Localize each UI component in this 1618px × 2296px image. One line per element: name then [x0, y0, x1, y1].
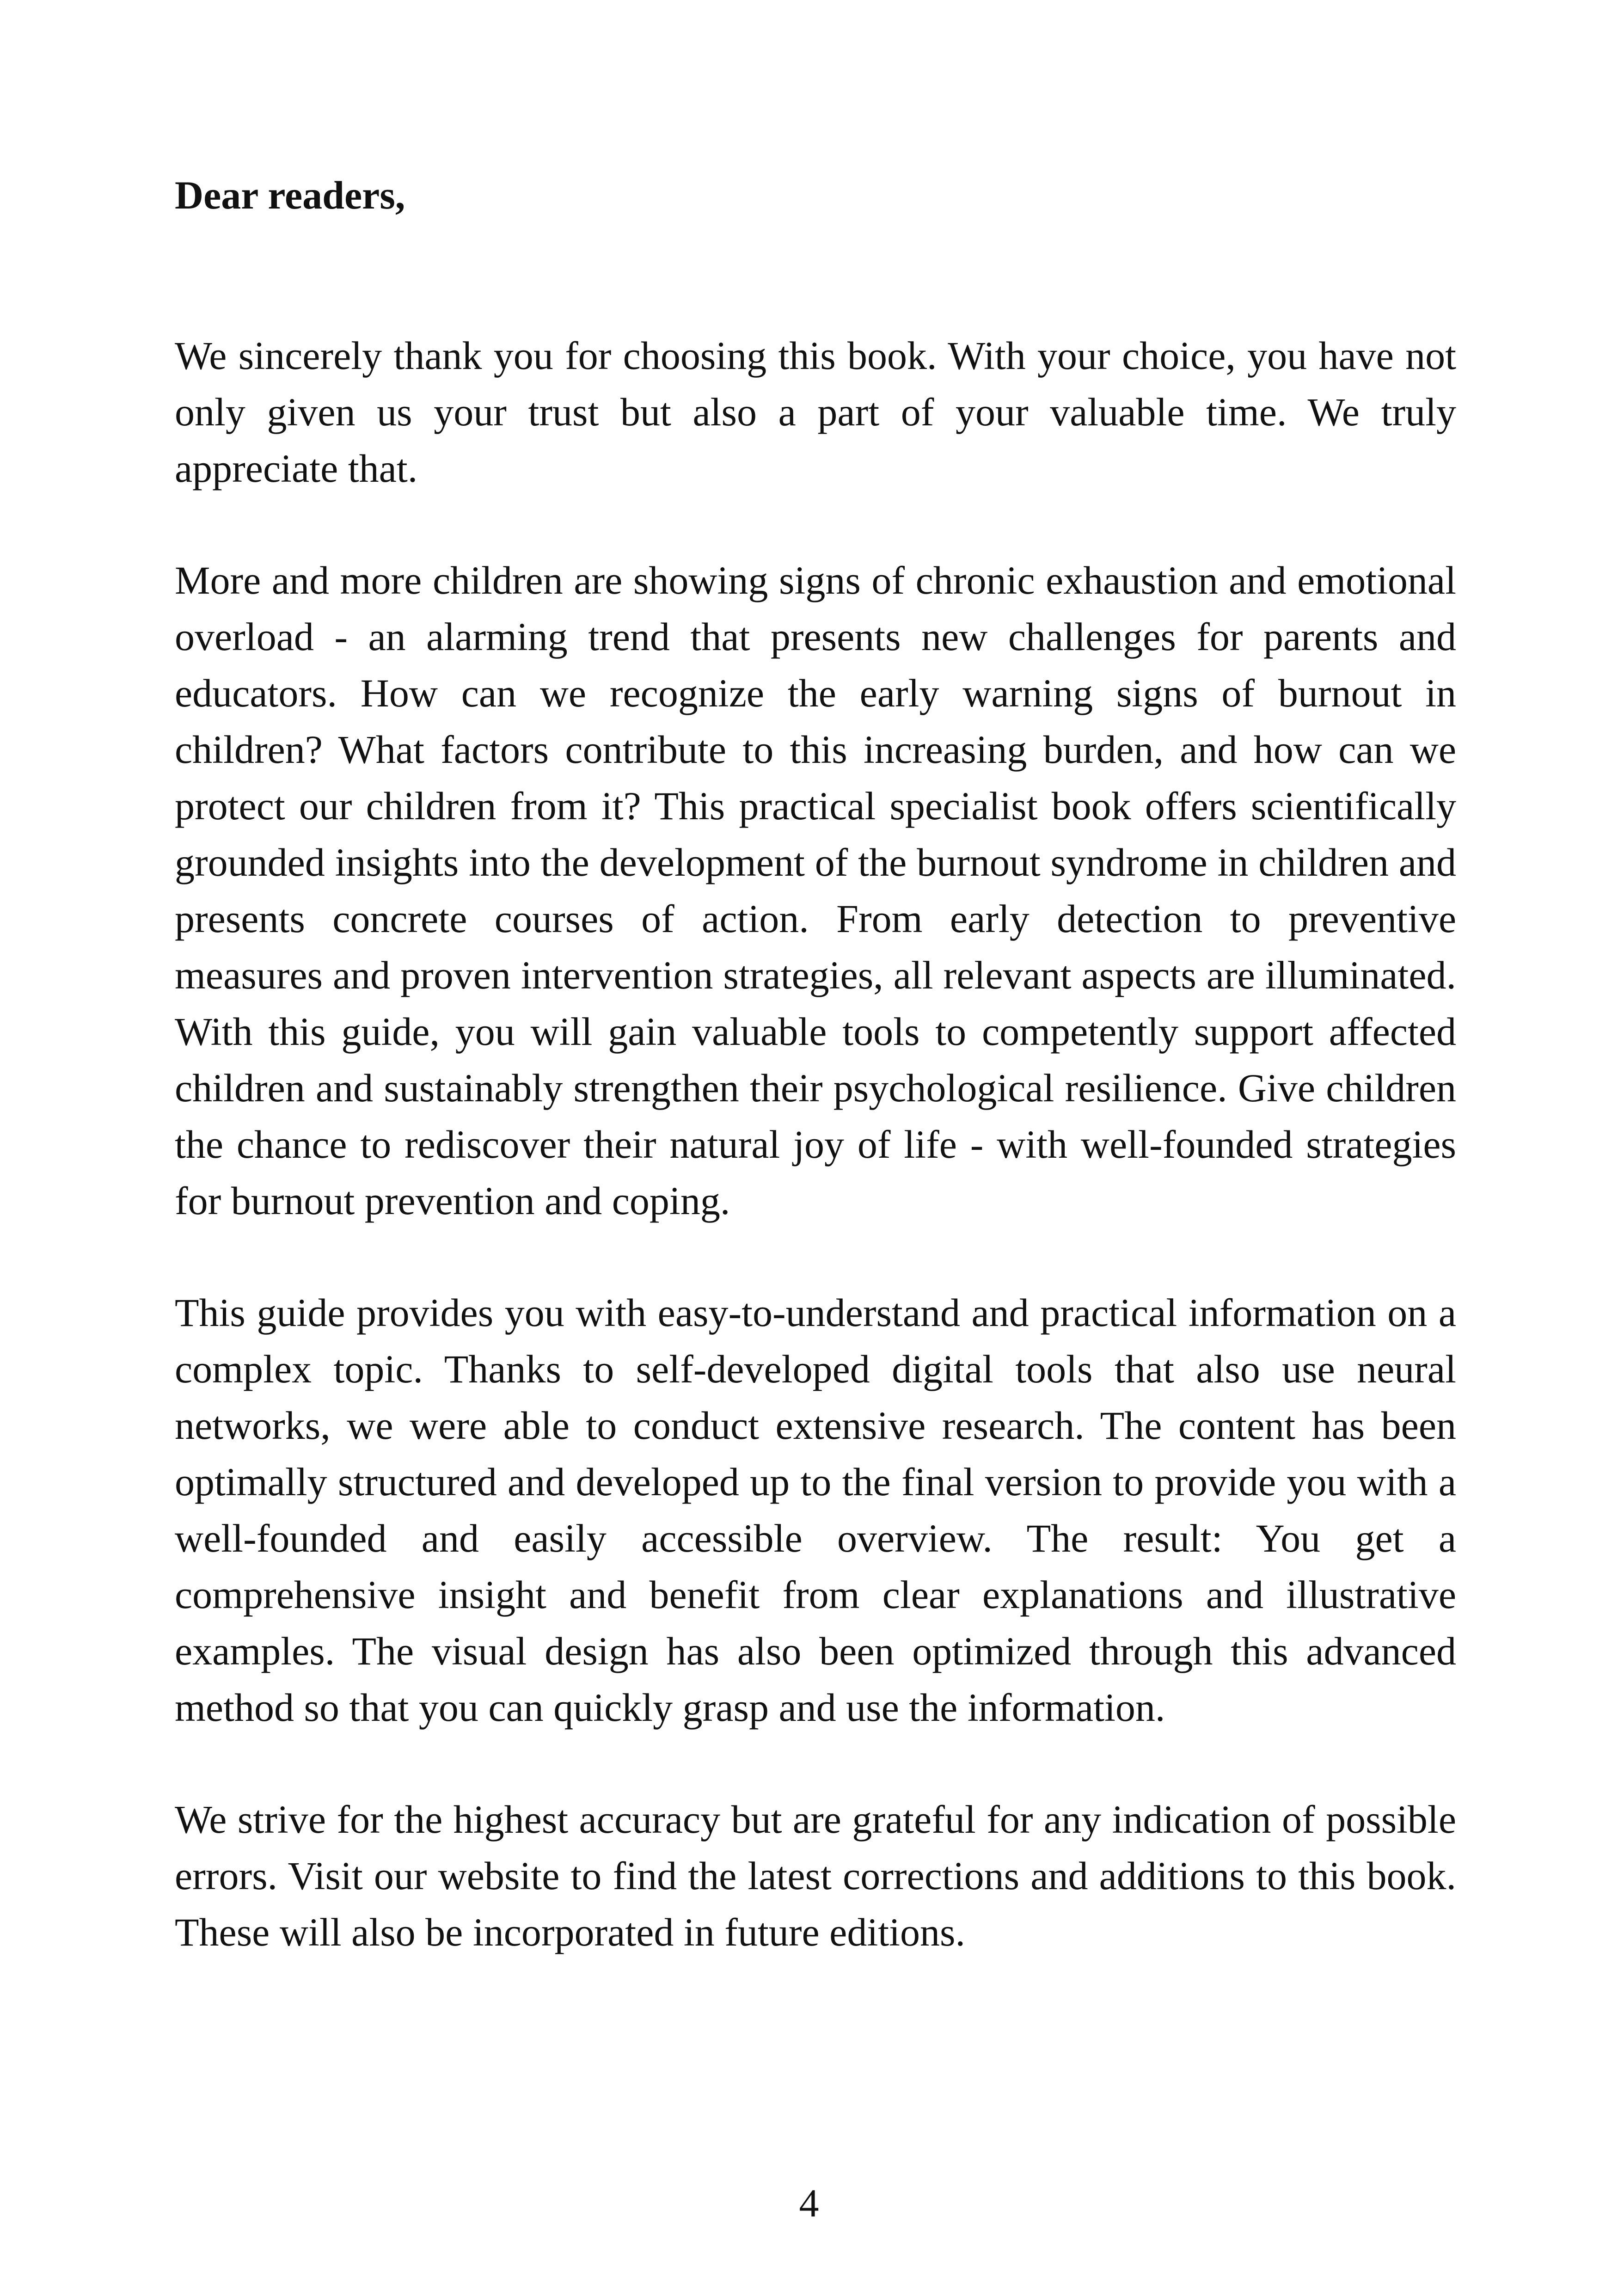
- page-number: 4: [799, 2181, 819, 2225]
- paragraph-book-summary: More and more children are showing signs of chronic exhaustion and emotional overload - an alarming trend that presents new challenges for parents and educators. How can we recognize the early warning signs of burnout in children? What factors contribute to this increasing burden, and how can we protect our children from it? This practical specialist book offers scientifically grounded insights into the development of the burnout syndrome in children and presents concrete courses of action. From early detection to preventive measures and proven intervention strategies, all relevant aspects are illuminated. With this guide, you will gain valuable tools to competently support affected children and sustainably strengthen their psychological resilience. Give children the chance to rediscover their natural joy of life - with well-founded strategies for burnout prevention and coping.: [175, 558, 1456, 1223]
- paragraph-guide-method: This guide provides you with easy-to-understand and practical information on a complex topic. Thanks to self-developed digital tools that also use neural networks, we were able to conduct extensive research. The content has been optimally structured and developed up to the final version to provide you with a well-founded and easily accessible overview. The result: You get a comprehensive insight and benefit from clear explanations and illustrative examples. The visual design has also been optimized through this advanced method so that you can quickly grasp and use the information.: [175, 1290, 1456, 1730]
- salutation: Dear readers,: [175, 173, 405, 217]
- paragraph-thanks: We sincerely thank you for choosing this book. With your choice, you have not only given us your trust but also a part of your valuable time. We truly appreciate that.: [175, 333, 1456, 491]
- letter-body: [175, 167, 1456, 1960]
- paragraph-corrections: We strive for the highest accuracy but are grateful for any indication of possible errors. Visit our website to find the latest corrections and additions to this book. These will also be incorporated in future editions.: [175, 1797, 1456, 1954]
